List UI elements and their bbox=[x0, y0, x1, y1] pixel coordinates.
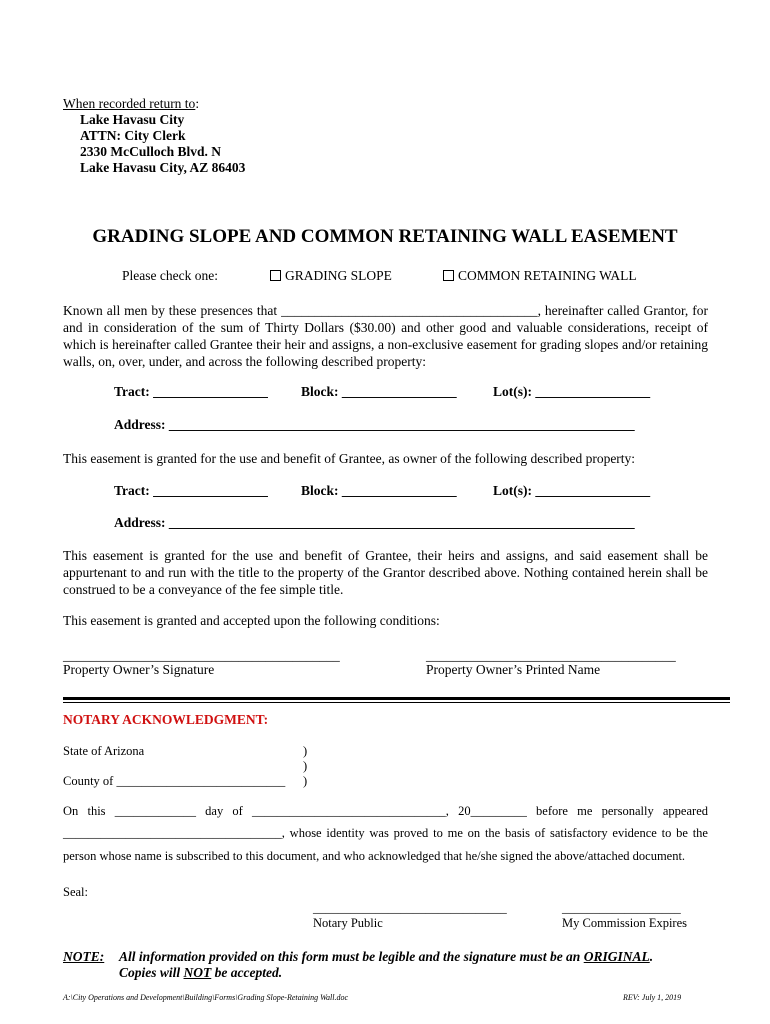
notary-public-line[interactable]: _______________________________ bbox=[313, 901, 507, 915]
option-grading-slope-label: GRADING SLOPE bbox=[285, 268, 392, 283]
return-label: When recorded return to: bbox=[63, 96, 200, 111]
signature-line[interactable]: _________________________________________ bbox=[63, 648, 340, 663]
section-divider-thin bbox=[63, 702, 730, 703]
notary-public-label: Notary Public bbox=[313, 916, 383, 930]
check-prompt: Please check one: bbox=[122, 268, 218, 283]
checkbox-common-retaining-wall[interactable] bbox=[443, 270, 454, 281]
lots-field-2[interactable]: Lot(s): _________________ bbox=[493, 483, 651, 498]
block-field-2[interactable]: Block: _________________ bbox=[301, 483, 457, 498]
notary-state: State of Arizona bbox=[63, 744, 145, 758]
return-line-1: Lake Havasu City bbox=[80, 112, 185, 127]
paren-1: ) bbox=[303, 744, 308, 758]
document-title: GRADING SLOPE AND COMMON RETAINING WALL EASEMENT bbox=[92, 226, 678, 247]
printed-name-label: Property Owner’s Printed Name bbox=[426, 662, 601, 677]
address-field-1[interactable]: Address: _____________________________________________________________________ bbox=[114, 417, 635, 432]
paragraph-conditions: This easement is granted and accepted upon the following conditions: bbox=[63, 613, 440, 628]
note-text-line-1: All information provided on this form must be legible and the signature must be an ORIGINAL. bbox=[119, 949, 654, 964]
signature-label: Property Owner’s Signature bbox=[63, 662, 215, 677]
block-field-1[interactable]: Block: _________________ bbox=[301, 384, 457, 399]
return-line-3: 2330 McCulloch Blvd. N bbox=[80, 144, 222, 159]
note-text-line-2: Copies will NOT be accepted. bbox=[119, 965, 283, 980]
option-grading-slope[interactable] bbox=[270, 267, 392, 284]
commission-expires-line[interactable]: ___________________ bbox=[562, 901, 681, 915]
paragraph-grantee-property: This easement is granted for the use and benefit of Grantee, as owner of the following described property: bbox=[63, 451, 636, 466]
section-divider bbox=[63, 697, 730, 700]
checkbox-grading-slope[interactable] bbox=[270, 270, 281, 281]
note-label: NOTE: bbox=[63, 949, 105, 964]
notary-on-this[interactable]: On this _____________ day of _______________________________, 20_________ before me personally appeared bbox=[63, 804, 708, 818]
tract-field-2[interactable]: Tract: _________________ bbox=[114, 483, 268, 498]
paren-2: ) bbox=[303, 759, 308, 773]
notary-county[interactable]: County of ___________________________ bbox=[63, 774, 286, 788]
option-common-retaining-wall-label: COMMON RETAINING WALL bbox=[458, 268, 637, 283]
option-common-retaining-wall[interactable] bbox=[443, 267, 637, 284]
return-line-4: Lake Havasu City, AZ 86403 bbox=[80, 160, 246, 175]
paren-3: ) bbox=[303, 774, 308, 788]
address-field-2[interactable]: Address: _____________________________________________________________________ bbox=[114, 515, 635, 530]
lots-field-1[interactable]: Lot(s): _________________ bbox=[493, 384, 651, 399]
notary-heading: NOTARY ACKNOWLEDGMENT: bbox=[63, 712, 269, 727]
footer-file-path: A:\City Operations and Development\Building\Forms\Grading Slope-Retaining Wall.doc bbox=[63, 993, 349, 1002]
paragraph-grantor: Known all men by these presences that ______________________________________, hereinafter called Grantor, for and in consideration of the sum of Thirty Dollars ($30.00) and other good and valuable considerations, receipt of which is hereinafter called Grantee their heir and assigns, a non-exclusive easement for grading slopes and/or retaining walls, on, over, under, and across the following described property: bbox=[63, 303, 708, 369]
paragraph-appurtenant: This easement is granted for the use and benefit of Grantee, their heirs and assigns, and said easement shall be appurtenant to and run with the title to the property of the Grantor described above. Nothing contained herein shall be construed to be a conveyance of the fee simple title. bbox=[63, 548, 708, 597]
seal-label: Seal: bbox=[63, 885, 88, 899]
commission-expires-label: My Commission Expires bbox=[562, 916, 688, 930]
printed-name-line[interactable]: _____________________________________ bbox=[426, 648, 676, 663]
footer-revision: REV: July 1, 2019 bbox=[623, 993, 682, 1002]
notary-identity[interactable]: ___________________________________, whose identity was proved to me on the basis of satisfactory evidence to be the bbox=[63, 826, 708, 840]
tract-field-1[interactable]: Tract: _________________ bbox=[114, 384, 268, 399]
notary-subscribed: person whose name is subscribed to this document, and who acknowledged that he/she signed the above/attached document. bbox=[63, 849, 686, 863]
return-line-2: ATTN: City Clerk bbox=[80, 128, 186, 143]
